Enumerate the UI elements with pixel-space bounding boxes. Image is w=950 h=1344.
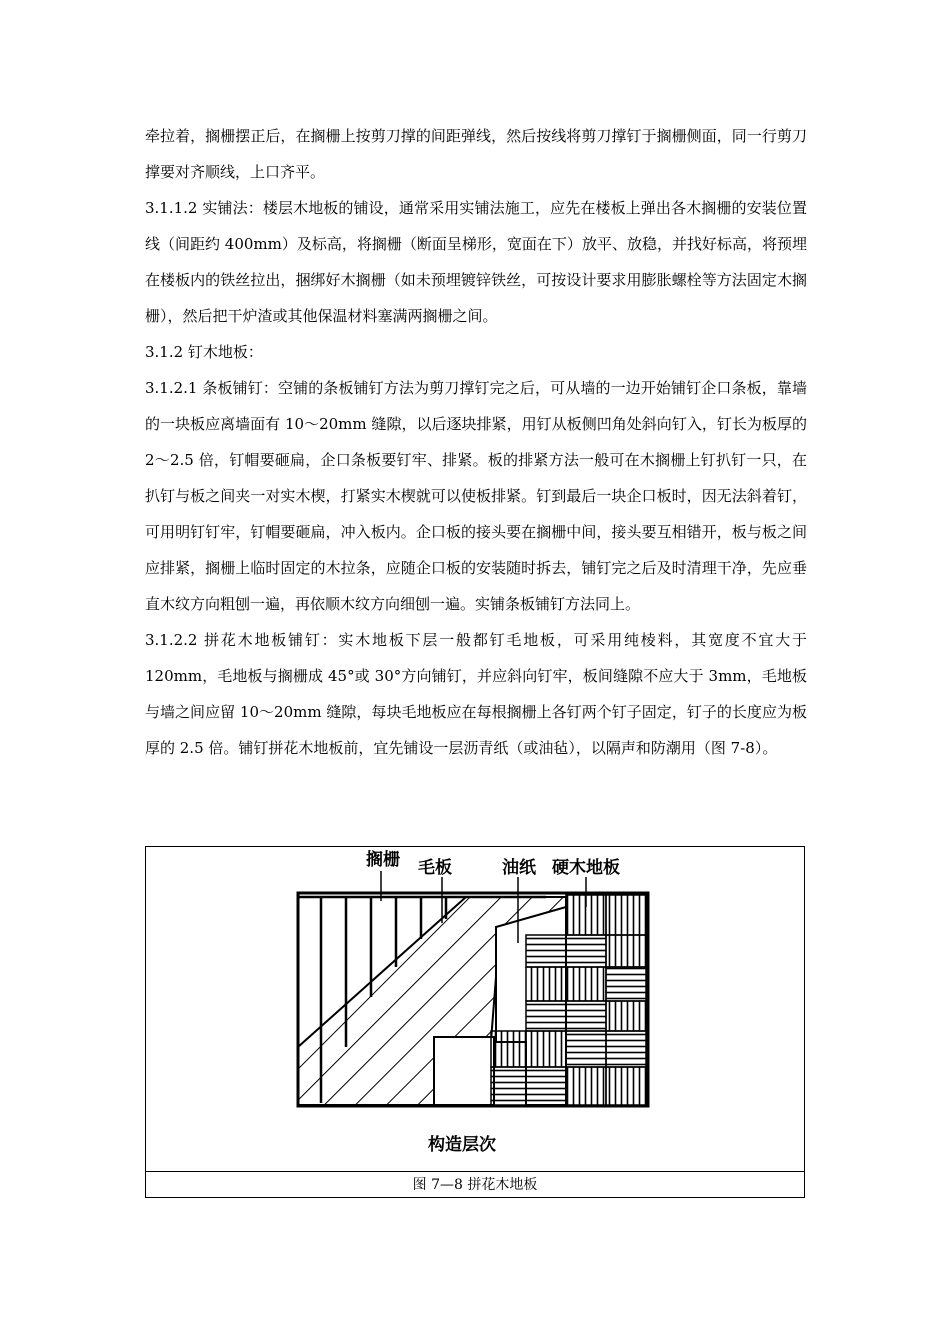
paragraph-strip-nailing: 3.1.2.1 条板铺钉：空铺的条板铺钉方法为剪刀撑钉完之后，可从墙的一边开始铺钉企口条板，靠墙的一块板应离墙面有 10～20mm 缝隙，以后逐块排紧，用钉从板侧凹角处斜向钉入，钉长为板厚的 2～2.5 倍，钉帽要砸扁，企口条板要钉牢、排紧。板的排紧方法一般可在木搁栅上钉扒钉一只，在扒钉与板之间夹一对实木楔，打紧实木楔就可以使板排紧。钉到最后一块企口板时，因无法斜着钉，可用明钉钉牢，钉帽要砸扁，冲入板内。企口板的接头要在搁栅中间，接头要互相错开，板与板之间应排紧，搁栅上临时固定的木拉条，应随企口板的安装随时拆去，铺钉完之后及时清理干净，先应垂直木纹方向粗刨一遍，再依顺木纹方向细刨一遍。实铺条板铺钉方法同上。 xyxy=(145,379,807,613)
figure-parquet-floor xyxy=(145,846,805,1198)
oil-paper-lower xyxy=(434,1037,494,1105)
label-construction-layers: 构造层次 xyxy=(428,1135,496,1155)
label-subfloor: 毛板 xyxy=(418,858,452,878)
floor-construction-diagram xyxy=(146,847,804,1170)
label-joist: 搁栅 xyxy=(366,850,400,870)
document-body xyxy=(145,118,807,766)
section-heading-nailing: 3.1.2 钉木地板： xyxy=(145,343,263,361)
figure-caption: 图 7—8 拼花木地板 xyxy=(146,1171,804,1198)
paragraph-parquet-nailing: 3.1.2.2 拼花木地板铺钉：实木地板下层一般都钉毛地板，可采用纯棱料，其宽度不宜大于 120mm，毛地板与搁栅成 45°或 30°方向铺钉，并应斜向钉牢，板间缝隙不应大于 3mm，毛地板与墙之间应留 10～20mm 缝隙，每块毛地板应在每根搁栅上各钉两个钉子固定，钉子的长度应为板厚的 2.5 倍。铺钉拼花木地板前，宜先铺设一层沥青纸（或油毡），以隔声和防潮用（图 7-8）。 xyxy=(145,631,807,757)
paragraph-solid-laying: 3.1.1.2 实铺法：楼层木地板的铺设，通常采用实铺法施工，应先在楼板上弹出各木搁栅的安装位置线（间距约 400mm）及标高，将搁栅（断面呈梯形，宽面在下）放平、放稳，并找好标高，将预埋在楼板内的铁丝拉出，捆绑好木搁栅（如未预埋镀锌铁丝，可按设计要求用膨胀螺栓等方法固定木搁栅），然后把干炉渣或其他保温材料塞满两搁栅之间。 xyxy=(145,199,807,325)
label-hardwood: 硬木地板 xyxy=(552,858,620,878)
paragraph-continuation: 牵拉着，搁栅摆正后，在搁栅上按剪刀撑的间距弹线，然后按线将剪刀撑钉于搁栅侧面，同一行剪刀撑要对齐顺线，上口齐平。 xyxy=(145,127,807,181)
label-oil-paper: 油纸 xyxy=(502,858,536,878)
